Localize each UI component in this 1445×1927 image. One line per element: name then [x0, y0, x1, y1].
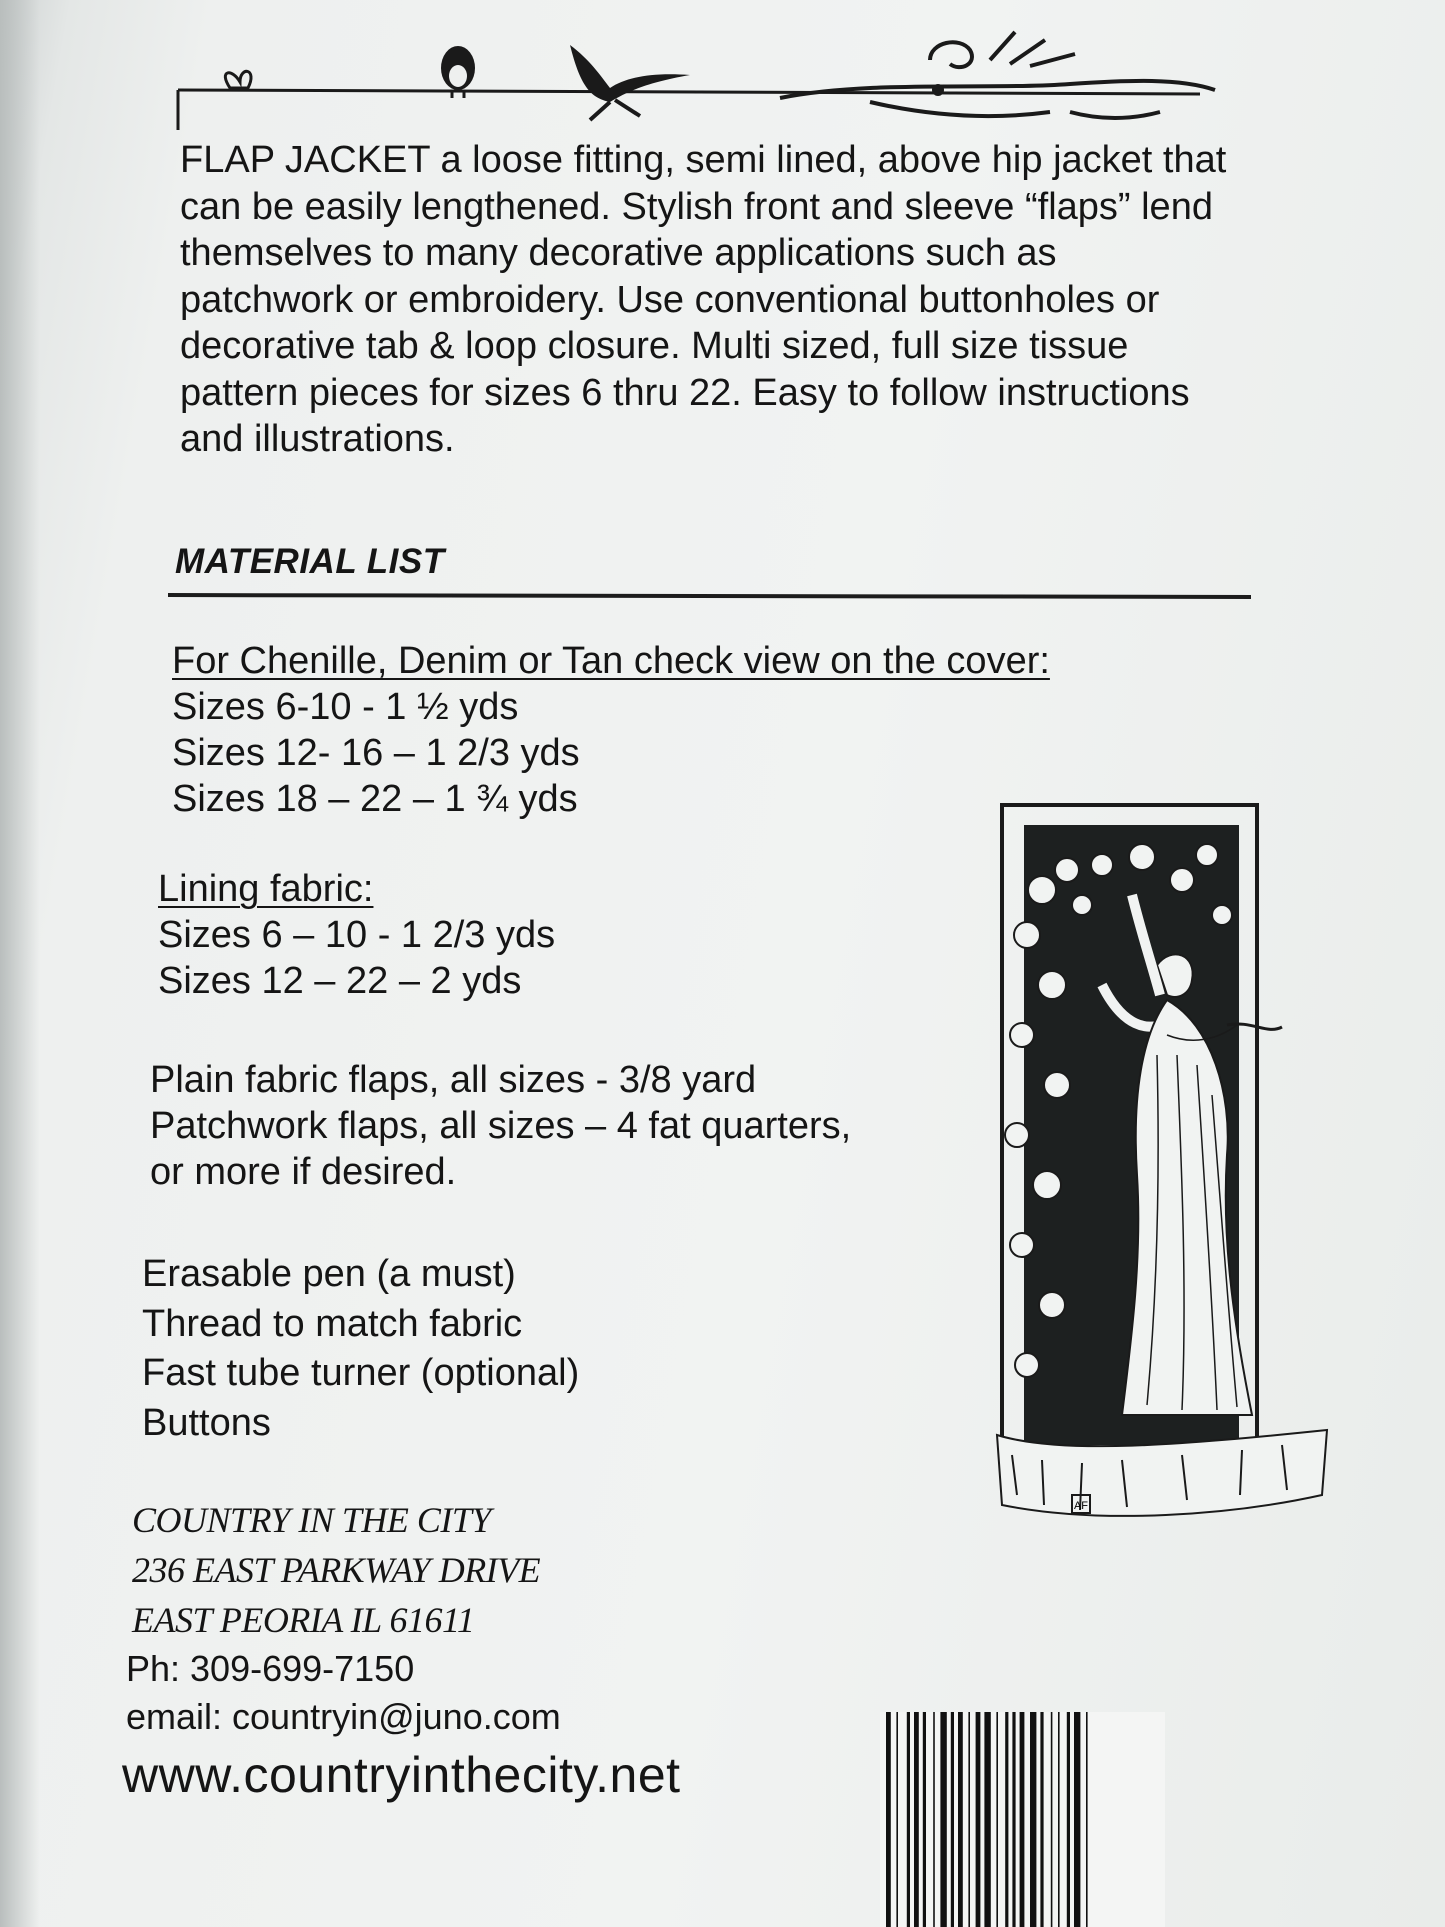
main-fabric-section — [172, 638, 1050, 822]
lining-line: Sizes 6 – 10 - 1 2/3 yds — [158, 914, 556, 956]
flaps-section — [150, 1057, 950, 1195]
company-name: COUNTRY IN THE CITY — [132, 1500, 491, 1540]
illustrator-monogram: AF — [1073, 1500, 1089, 1512]
lining-section — [158, 866, 555, 1004]
company-address — [132, 1495, 540, 1645]
company-phone: Ph: 309-699-7150 — [126, 1648, 415, 1689]
company-street: 236 EAST PARKWAY DRIVE — [132, 1550, 541, 1590]
notion-item: Thread to match fabric — [142, 1302, 523, 1345]
butterfly-icon — [225, 71, 251, 88]
heading-divider — [168, 593, 1251, 599]
notion-item: Erasable pen (a must) — [142, 1253, 516, 1295]
company-contact — [126, 1645, 561, 1741]
company-city: EAST PEORIA IL 61611 — [132, 1600, 475, 1640]
flaps-line: or more if desired. — [150, 1151, 457, 1193]
material-list-heading: MATERIAL LIST — [175, 542, 445, 581]
flaps-line: Patchwork flaps, all sizes – 4 fat quarters, — [150, 1105, 852, 1147]
main-fabric-label: For Chenille, Denim or Tan check view on the cover: — [172, 640, 1050, 682]
product-description — [180, 137, 1240, 463]
flourish-ornament — [780, 32, 1215, 118]
lining-line: Sizes 12 – 22 – 2 yds — [158, 960, 522, 1002]
company-email: email: countryin@juno.com — [126, 1696, 561, 1737]
notions-section — [142, 1250, 579, 1448]
main-fabric-line: Sizes 6-10 - 1 ½ yds — [172, 686, 519, 728]
company-website: www.countryinthecity.net — [122, 1747, 681, 1803]
woman-in-doorway-illustration — [982, 795, 1344, 1545]
plastic-sleeve-edge — [0, 0, 40, 1927]
main-fabric-line: Sizes 18 – 22 – 1 ¾ yds — [172, 778, 578, 820]
product-title: FLAP JACKET — [180, 139, 430, 181]
notion-item: Buttons — [142, 1401, 271, 1444]
lining-label: Lining fabric: — [158, 868, 374, 910]
flaps-line: Plain fabric flaps, all sizes - 3/8 yard — [150, 1059, 757, 1101]
product-description-text: a loose fitting, semi lined, above hip jacket that can be easily lengthened. Stylish front and sleeve “flaps” lend themselves to many decorative applications such as patchwork or embroidery. Use conventional buttonholes or decorative tab & loop closure. Multi sized, full size tissue pattern pieces for sizes 6 thru 22. Easy to follow instructions and illustrations. — [180, 139, 1227, 460]
notion-item: Fast tube turner (optional) — [142, 1352, 580, 1394]
main-fabric-line: Sizes 12- 16 – 1 2/3 yds — [172, 732, 580, 774]
barcode — [880, 1712, 1165, 1927]
header-vignette-birds-and-flourish — [170, 20, 1280, 140]
swallow-icon — [570, 45, 690, 120]
